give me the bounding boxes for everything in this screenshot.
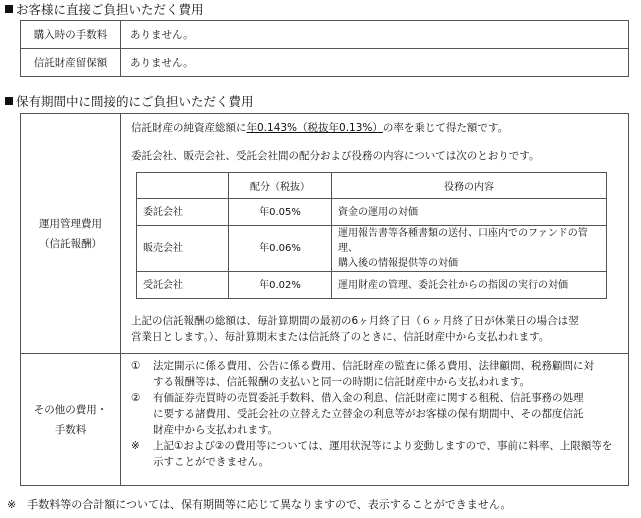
other-fees-label [21, 354, 121, 486]
table-row [21, 114, 629, 354]
mgmt-fee-label-line2: （信託報酬） [39, 237, 102, 250]
table-row [21, 21, 629, 49]
item-line: 法定開示に係る費用、公告に係る費用、信託財産の監査に係る費用、法律顧問、税務顧問に対 [153, 360, 594, 372]
other-fee-item [129, 390, 622, 438]
table-row [21, 49, 629, 77]
item-line: 財産中から支払われます。 [153, 424, 279, 436]
mgmt-intro [131, 120, 618, 136]
footnote: ※ 手数料等の合計額については、保有期間等に応じて異なりますので、表示することができません。 [7, 498, 512, 511]
purchase-fee-value: ありません。 [121, 21, 629, 49]
item-mark: ※ [131, 440, 140, 452]
rate-cell: 年0.02% [229, 272, 332, 299]
item-line: 有価証券売買時の売買委託手数料、借入金の利息、信託財産に関する租税、信託事務の処理 [153, 392, 584, 404]
square-bullet-icon [5, 97, 13, 105]
table-row [137, 272, 607, 299]
item-mark: ① [131, 360, 141, 372]
rate-cell: 年0.06% [229, 226, 332, 272]
rate-cell: 年0.05% [229, 199, 332, 226]
item-line: する報酬等は、信託報酬の支払いと同一の時期に信託財産中から支払われます。 [153, 376, 531, 388]
other-fee-item [129, 358, 622, 390]
service-line: 運用財産の管理、委託会社からの指図の実行の対価 [338, 279, 568, 291]
intro-rate: 年0.143%（税抜年0.13%） [246, 122, 383, 134]
item-mark: ② [131, 392, 141, 404]
mgmt-fee-label-line1: 運用管理費用 [39, 217, 102, 230]
mgmt-footer-line2: 営業日とします。）、毎計算期末または信託終了のときに、信託財産中から支払われます。 [131, 331, 550, 343]
mgmt-fee-label [21, 114, 121, 354]
service-cell [332, 226, 607, 272]
service-line: 購入後の情報提供等の対価 [338, 258, 458, 269]
allocation-header-rate: 配分（税抜） [229, 173, 332, 199]
other-fees-label-line1: その他の費用・ [33, 403, 108, 416]
purchase-fee-label: 購入時の手数料 [21, 21, 121, 49]
item-line: に要する諸費用、受託会社の立替えた立替金の利息等がお客様の保有期間中、その都度信託 [153, 408, 584, 420]
item-line: 上記①および②の費用等については、運用状況等により変動しますので、事前に料率、上限額等を [153, 440, 613, 452]
square-bullet-icon [5, 5, 13, 13]
other-fees-content [121, 354, 629, 486]
direct-fees-table [20, 20, 629, 77]
other-fees-label-line2: 手数料 [54, 423, 87, 436]
mgmt-fee-content [121, 114, 629, 354]
retention-fee-value: ありません。 [121, 49, 629, 77]
mgmt-footer [131, 313, 618, 345]
service-cell [332, 199, 607, 226]
section1-heading [5, 2, 204, 18]
indirect-fees-table [20, 113, 629, 486]
table-row [137, 226, 607, 272]
mgmt-footer-line1: 上記の信託報酬の総額は、毎計算期間の最初の6ヶ月終了日（６ヶ月終了日が休業日の場合は翌 [131, 315, 579, 327]
party-cell: 受託会社 [137, 272, 229, 299]
party-cell: 販売会社 [137, 226, 229, 272]
allocation-header-service: 役務の内容 [332, 173, 607, 199]
service-line: 運用報告書等各種書類の送付、口座内でのファンドの管理、 [338, 228, 588, 254]
service-line: 資金の運用の対価 [338, 206, 418, 218]
section2-heading [5, 94, 254, 110]
section2-heading-text: 保有期間中に間接的にご負担いただく費用 [16, 94, 254, 109]
other-fee-item [129, 438, 622, 470]
section1-heading-text: お客様に直接ご負担いただく費用 [16, 2, 204, 17]
party-cell: 委託会社 [137, 199, 229, 226]
intro-prefix: 信託財産の純資産総額に [131, 122, 247, 134]
intro-suffix: の率を乗じて得た額です。 [382, 122, 509, 134]
item-line: 示すことができません。 [153, 456, 270, 468]
table-row [21, 354, 629, 486]
retention-fee-label: 信託財産留保額 [21, 49, 121, 77]
service-cell [332, 272, 607, 299]
table-row [137, 199, 607, 226]
table-row [137, 173, 607, 199]
allocation-table [136, 172, 607, 299]
allocation-header-blank [137, 173, 229, 199]
mgmt-intro2: 委託会社、販売会社、受託会社間の配分および役務の内容については次のとおりです。 [131, 150, 540, 162]
